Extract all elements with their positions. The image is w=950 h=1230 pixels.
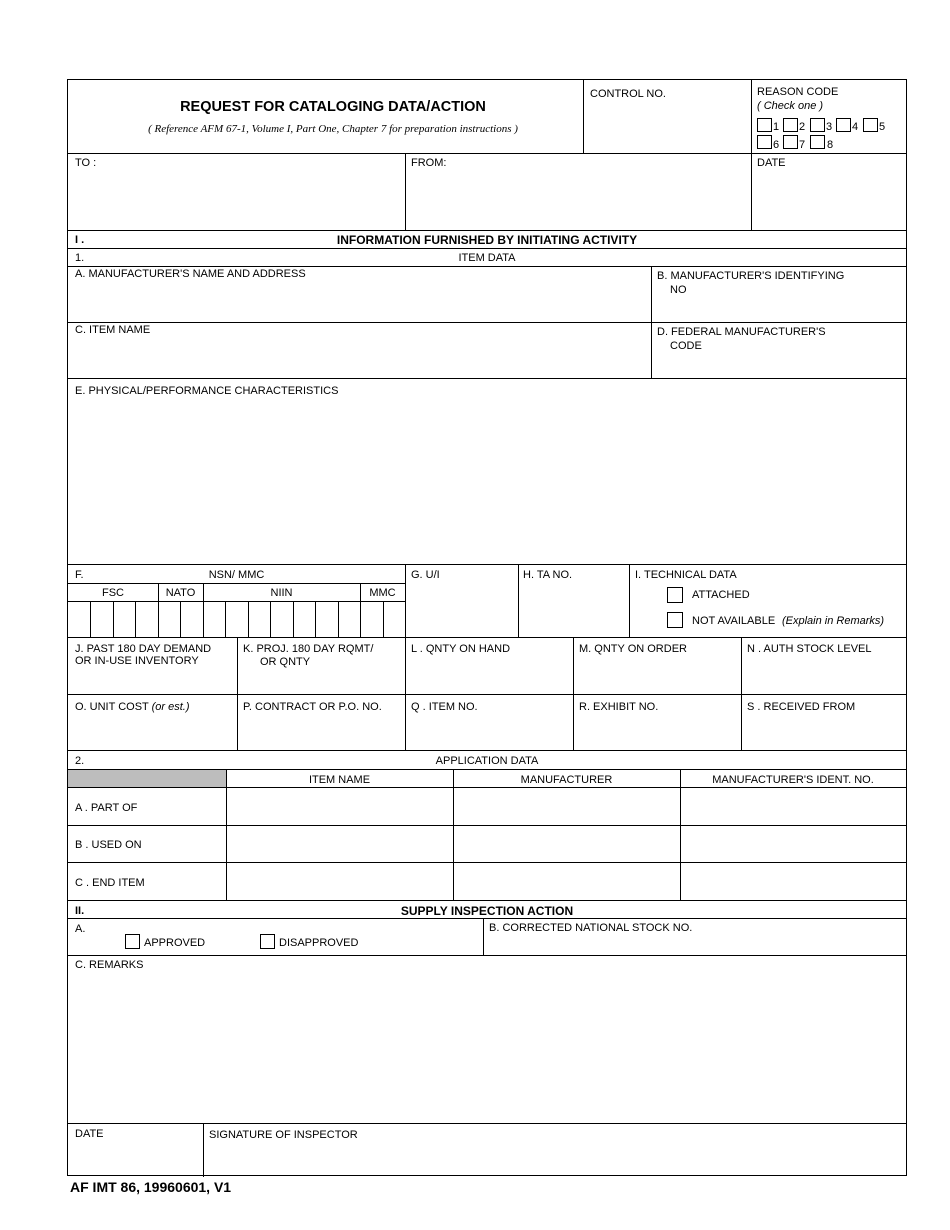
signature-label: SIGNATURE OF INSPECTOR (209, 1129, 358, 1141)
to-field[interactable] (70, 172, 403, 228)
past-demand-label-2: OR IN-USE INVENTORY (75, 655, 199, 667)
part-of-label: A . PART OF (75, 802, 138, 814)
manufacturer-id-field[interactable] (653, 298, 904, 320)
remarks-field[interactable] (70, 974, 904, 1121)
remarks-label: C. REMARKS (75, 959, 144, 971)
item-no-field[interactable] (407, 716, 571, 748)
signature-field[interactable] (205, 1144, 904, 1172)
application-header-shaded (68, 770, 226, 787)
inspection-date-label: DATE (75, 1128, 104, 1140)
item-name-label: C. ITEM NAME (75, 324, 151, 336)
check-one-note: ( Check one ) (757, 100, 824, 112)
not-available-label: NOT AVAILABLE (692, 615, 776, 627)
item-name-field[interactable] (70, 338, 649, 376)
nsn-f-label: F. (75, 569, 84, 581)
reason-code-6-checkbox[interactable] (757, 135, 772, 149)
item-data-number: 1. (75, 252, 85, 264)
from-field[interactable] (407, 172, 749, 228)
contract-no-label: P. CONTRACT OR P.O. NO. (243, 701, 382, 713)
reason-code-3-checkbox[interactable] (810, 118, 825, 132)
cataloging-form (67, 79, 907, 1176)
reason-code-8-label: 8 (827, 139, 834, 151)
used-on-item-name-field[interactable] (228, 827, 451, 861)
used-on-label: B . USED ON (75, 839, 142, 851)
used-on-ident-field[interactable] (682, 827, 904, 861)
mmc-col-label: MMC (369, 587, 396, 599)
application-data-title: APPLICATION DATA (435, 755, 539, 767)
end-item-ident-field[interactable] (682, 864, 904, 899)
date-label: DATE (757, 157, 786, 169)
past-demand-field[interactable] (70, 670, 235, 692)
federal-mfr-code-label-2: CODE (670, 340, 702, 352)
control-no-label: CONTROL NO. (590, 88, 666, 100)
end-item-item-name-field[interactable] (228, 864, 451, 899)
app-col-ident-no: MANUFACTURER'S IDENT. NO. (712, 774, 874, 786)
auth-stock-level-label: N . AUTH STOCK LEVEL (747, 643, 872, 655)
reason-code-6-label: 6 (773, 139, 780, 151)
ta-no-label: H. TA NO. (523, 569, 573, 581)
inspection-a-label: A. (75, 923, 86, 935)
inspection-date-field[interactable] (70, 1142, 201, 1172)
part-of-manufacturer-field[interactable] (455, 789, 678, 823)
reason-code-1-checkbox[interactable] (757, 118, 772, 132)
corrected-nsn-field[interactable] (485, 937, 904, 953)
manufacturer-name-label: A. MANUFACTURER'S NAME AND ADDRESS (75, 268, 306, 280)
not-available-checkbox[interactable] (667, 612, 683, 628)
disapproved-label: DISAPPROVED (279, 937, 359, 949)
contract-no-field[interactable] (239, 716, 403, 748)
federal-mfr-code-field[interactable] (653, 354, 904, 376)
reason-code-3-label: 3 (826, 121, 833, 133)
past-demand-label: J. PAST 180 DAY DEMAND (75, 643, 212, 655)
manufacturer-id-label-2: NO (670, 284, 687, 296)
application-data-number: 2. (75, 755, 85, 767)
federal-mfr-code-label: D. FEDERAL MANUFACTURER'S (657, 326, 826, 338)
part-of-ident-field[interactable] (682, 789, 904, 823)
reason-code-8-checkbox[interactable] (810, 135, 825, 149)
control-no-field[interactable] (585, 102, 749, 152)
reason-code-7-label: 7 (799, 139, 806, 151)
fsc-col-label: FSC (102, 587, 124, 599)
reason-code-1-label: 1 (773, 121, 780, 133)
reason-code-2-checkbox[interactable] (783, 118, 798, 132)
reason-code-5-label: 5 (879, 121, 886, 133)
unit-cost-field[interactable] (70, 716, 235, 748)
reason-code-4-label: 4 (852, 121, 859, 133)
exhibit-no-field[interactable] (575, 716, 739, 748)
item-no-label: Q . ITEM NO. (411, 701, 478, 713)
form-number: AF IMT 86, 19960601, V1 (70, 1179, 232, 1195)
received-from-label: S . RECEIVED FROM (747, 701, 856, 713)
from-label: FROM: (411, 157, 447, 169)
reason-code-label: REASON CODE (757, 86, 839, 98)
section-2-number: II. (75, 905, 85, 917)
reason-code-5-checkbox[interactable] (863, 118, 878, 132)
nato-col-label: NATO (165, 587, 196, 599)
approved-checkbox[interactable] (125, 934, 140, 949)
to-label: TO : (75, 157, 97, 169)
used-on-manufacturer-field[interactable] (455, 827, 678, 861)
ta-no-field[interactable] (520, 584, 627, 636)
auth-stock-level-field[interactable] (743, 658, 904, 692)
unit-of-issue-field[interactable] (407, 584, 516, 636)
attached-checkbox[interactable] (667, 587, 683, 603)
niin-col-label: NIIN (270, 587, 293, 599)
end-item-manufacturer-field[interactable] (455, 864, 678, 899)
form-title: REQUEST FOR CATALOGING DATA/ACTION (180, 99, 486, 115)
received-from-field[interactable] (743, 716, 904, 748)
proj-rqmt-label: K. PROJ. 180 DAY RQMT/ (243, 643, 374, 655)
attached-label: ATTACHED (692, 589, 750, 601)
nsn-mmc-label: NSN/ MMC (208, 569, 265, 581)
reason-code-7-checkbox[interactable] (783, 135, 798, 149)
nsn-digit-fields[interactable] (69, 602, 404, 636)
qnty-on-hand-field[interactable] (407, 658, 571, 692)
app-col-item-name: ITEM NAME (308, 774, 371, 786)
reference-note: ( Reference AFM 67-1, Volume I, Part One, Chapter 7 for preparation instructions ) (148, 123, 518, 135)
item-data-title: ITEM DATA (458, 252, 516, 264)
section-1-title: INFORMATION FURNISHED BY INITIATING ACTIVITY (336, 233, 638, 247)
proj-rqmt-field[interactable] (239, 671, 403, 692)
disapproved-checkbox[interactable] (260, 934, 275, 949)
reason-code-4-checkbox[interactable] (836, 118, 851, 132)
qnty-on-order-label: M. QNTY ON ORDER (579, 643, 687, 655)
end-item-label: C . END ITEM (75, 877, 145, 889)
manufacturer-id-label: B. MANUFACTURER'S IDENTIFYING (657, 270, 845, 282)
part-of-item-name-field[interactable] (228, 789, 451, 823)
date-field[interactable] (753, 172, 904, 228)
proj-rqmt-label-2: OR QNTY (260, 656, 311, 668)
technical-data-label: I. TECHNICAL DATA (635, 569, 737, 581)
unit-of-issue-label: G. U/I (411, 569, 440, 581)
characteristics-field[interactable] (70, 400, 904, 562)
reason-code-2-label: 2 (799, 121, 806, 133)
app-col-manufacturer: MANUFACTURER (520, 774, 613, 786)
manufacturer-name-field[interactable] (70, 282, 649, 320)
unit-cost-text: O. UNIT COST (75, 701, 149, 713)
characteristics-label: E. PHYSICAL/PERFORMANCE CHARACTERISTICS (75, 385, 339, 397)
section-1-number: I . (75, 234, 85, 246)
qnty-on-order-field[interactable] (575, 658, 739, 692)
approved-label: APPROVED (144, 937, 206, 949)
unit-cost-est: (or est.) (151, 701, 190, 713)
exhibit-no-label: R. EXHIBIT NO. (579, 701, 659, 713)
corrected-nsn-label: B. CORRECTED NATIONAL STOCK NO. (489, 922, 693, 934)
unit-cost-label (75, 701, 190, 714)
qnty-on-hand-label: L . QNTY ON HAND (411, 643, 511, 655)
explain-note: (Explain in Remarks) (782, 615, 885, 627)
section-2-title: SUPPLY INSPECTION ACTION (400, 904, 574, 918)
